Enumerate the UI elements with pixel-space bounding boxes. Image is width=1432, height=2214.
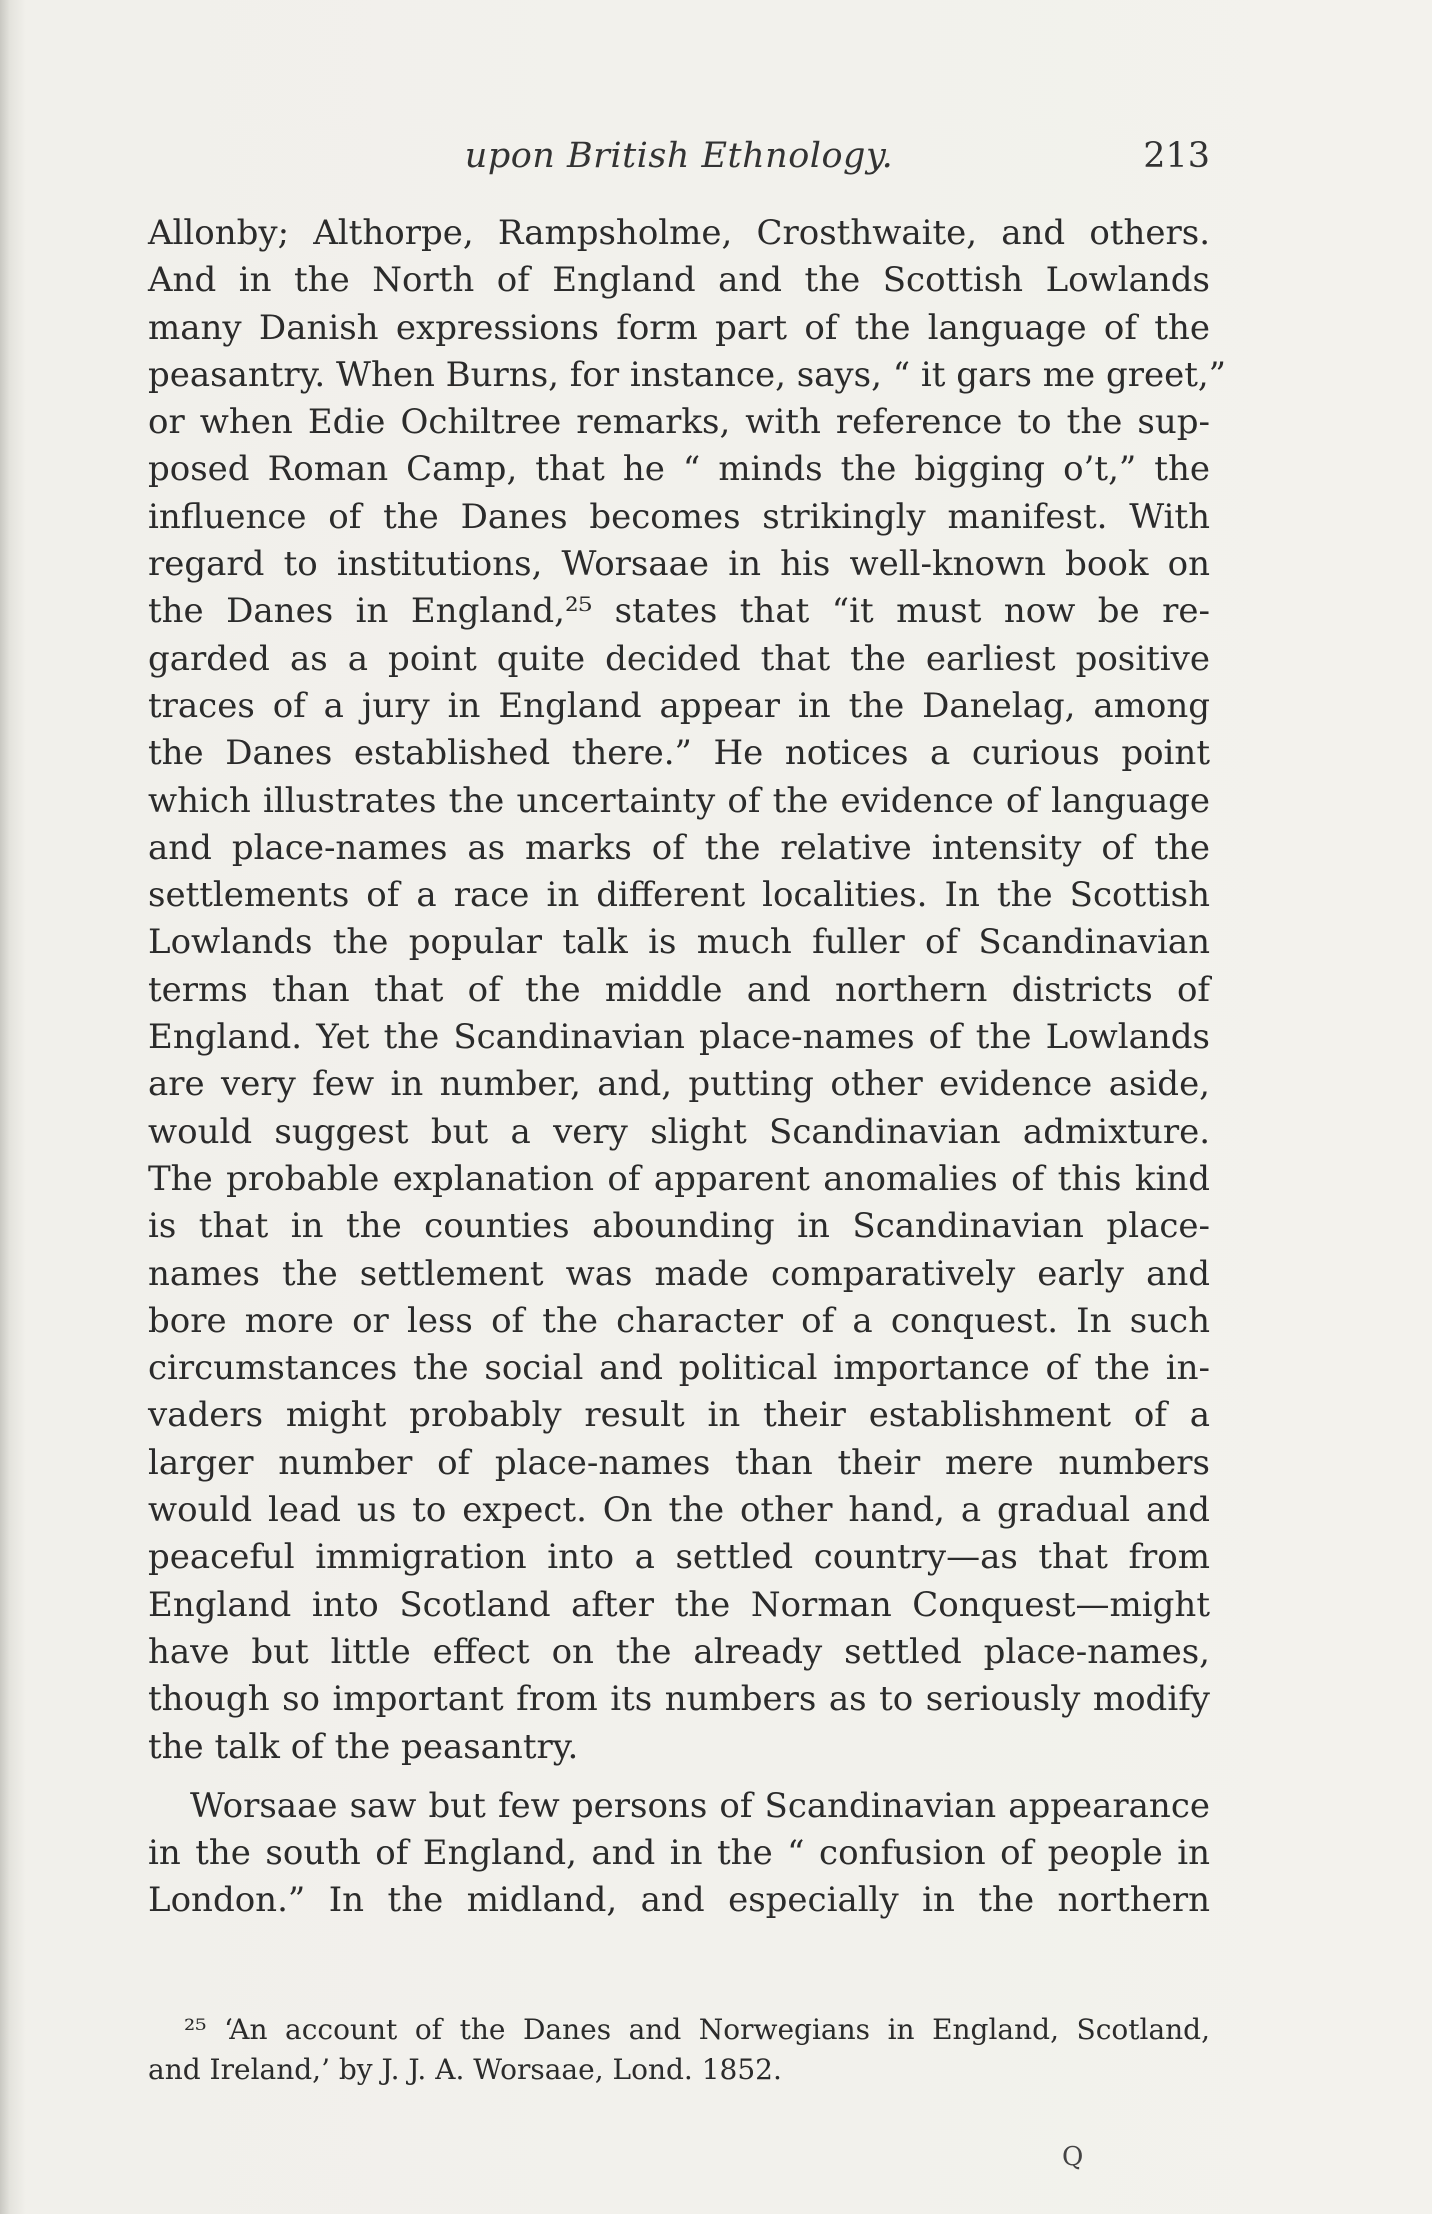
text-line: the Danes established there.” He notices a curious point [148, 733, 1210, 774]
text-line: many Danish expressions form part of the language of the [148, 307, 1210, 348]
text-line: peasantry. When Burns, for instance, says, “ it gars me greet,” [148, 354, 1227, 395]
text-line: bore more or less of the character of a conquest. In such [148, 1300, 1210, 1341]
text-line: Worsaae saw but few persons of Scandinavian appearance [190, 1785, 1210, 1826]
text-line: are very few in number, and, putting other evidence aside, [148, 1064, 1210, 1105]
footnote-line: ²⁵ ‘An account of the Danes and Norwegians in England, Scotland, [184, 2013, 1210, 2046]
text-line: traces of a jury in England appear in the Danelag, among [148, 685, 1210, 726]
text-line: would lead us to expect. On the other hand, a gradual and [148, 1490, 1210, 1531]
footnote [148, 2010, 1210, 2090]
text-line: would suggest but a very slight Scandinavian admixture. [148, 1111, 1210, 1152]
text-line: is that in the counties abounding in Scandinavian place- [148, 1206, 1210, 1247]
text-line: England into Scotland after the Norman Conquest—might [148, 1584, 1210, 1625]
running-title: upon British Ethnology. [464, 136, 894, 176]
text-line: influence of the Danes becomes strikingly manifest. With [148, 496, 1210, 537]
text-line: vaders might probably result in their establishment of a [148, 1395, 1210, 1436]
text-line: garded as a point quite decided that the earliest positive [148, 638, 1210, 679]
paragraph-1 [148, 210, 1227, 1771]
text-line: have but little effect on the already settled place-names, [148, 1631, 1210, 1672]
text-line: posed Roman Camp, that he “ minds the bigging o’t,” the [148, 449, 1210, 490]
text-line: peaceful immigration into a settled country—as that from [148, 1537, 1210, 1578]
footnote-line: and Ireland,’ by J. J. A. Worsaae, Lond. 1852. [148, 2053, 782, 2086]
text-line: though so important from its numbers as to seriously modify [148, 1679, 1210, 1720]
text-line: London.” In the midland, and especially in the northern [148, 1880, 1210, 1921]
text-line: Allonby; Althorpe, Rampsholme, Crosthwaite, and others. [148, 213, 1210, 253]
signature-mark: Q [1062, 2142, 1084, 2172]
text-line: which illustrates the uncertainty of the evidence of language [148, 780, 1210, 821]
text-line: and place-names as marks of the relative intensity of the [148, 827, 1210, 868]
text-line: And in the North of England and the Scottish Lowlands [148, 260, 1210, 301]
text-line: circumstances the social and political importance of the in- [148, 1348, 1210, 1389]
page-header [148, 136, 1210, 196]
text-line: names the settlement was made comparatively early and [148, 1253, 1210, 1294]
paragraph-2 [148, 1783, 1210, 1925]
text-line: the talk of the peasantry. [148, 1726, 579, 1767]
text-line: or when Edie Ochiltree remarks, with reference to the sup- [148, 402, 1210, 443]
text-line: terms than that of the middle and northern districts of [148, 969, 1210, 1010]
text-line: the Danes in England,²⁵ states that “it must now be re- [148, 591, 1210, 632]
text-line: Lowlands the popular talk is much fuller of Scandinavian [148, 922, 1210, 963]
text-line: larger number of place-names than their mere numbers [148, 1442, 1210, 1483]
page-number: 213 [1143, 136, 1210, 176]
text-line: England. Yet the Scandinavian place-names of the Lowlands [148, 1017, 1210, 1058]
text-line: The probable explanation of apparent anomalies of this kind [148, 1158, 1210, 1199]
text-line: settlements of a race in different localities. In the Scottish [148, 875, 1210, 916]
text-line: in the south of England, and in the “ confusion of people in [148, 1833, 1210, 1874]
body-text [148, 210, 1227, 1925]
text-line: regard to institutions, Worsaae in his well-known book on [148, 544, 1210, 585]
paragraph-gap [148, 1771, 1210, 1783]
